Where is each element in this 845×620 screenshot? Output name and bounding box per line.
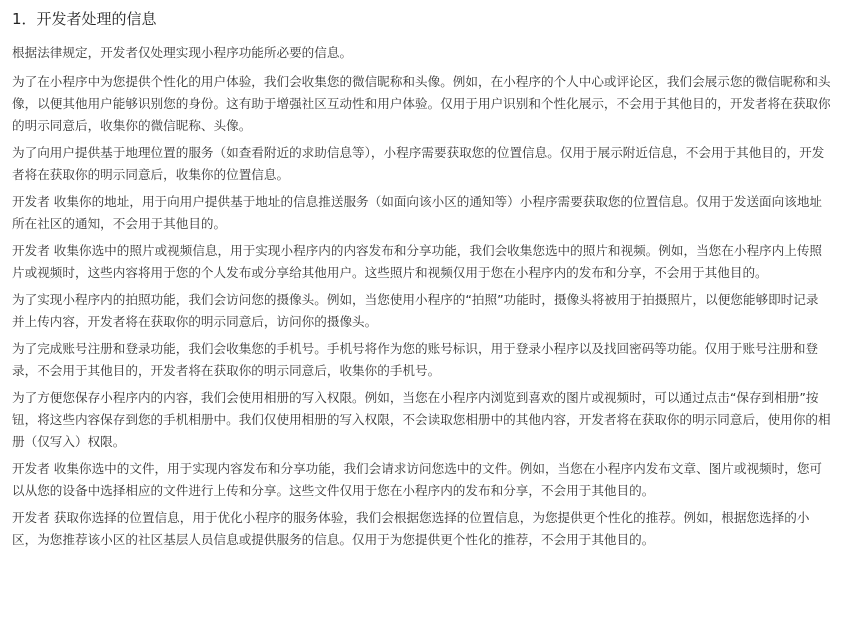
section-title: 1．开发者处理的信息 (12, 10, 157, 28)
paragraph-nickname-avatar: 为了在小程序中为您提供个性化的用户体验，我们会收集您的微信昵称和头像。例如，在小程序的个人中心或评论区，我们会展示您的微信昵称和头像，以便其他用户能够识别您的身份。这有助于增强社区互动性和用户体验。仅用于用户识别和个性化展示，不会用于其他目的，开发者将在获取你的明示同意后，收集你的微信昵称、头像。 (12, 74, 831, 133)
paragraph-photos-videos: 开发者 收集你选中的照片或视频信息，用于实现小程序内的内容发布和分享功能，我们会收集您选中的照片和视频。例如，当您在小程序内上传照片或视频时，这些内容将用于您的个人发布或分享给其他用户。这些照片和视频仅用于您在小程序内的发布和分享，不会用于其他目的。 (12, 243, 823, 280)
paragraph-album-write: 为了方便您保存小程序内的内容，我们会使用相册的写入权限。例如，当您在小程序内浏览到喜欢的图片或视频时，可以通过点击“保存到相册”按钮，将这些内容保存到您的手机相册中。我们仅使用相册的写入权限，不会读取您相册中的其他内容，开发者将在获取你的明示同意后，使用你的相册（仅写入）权限。 (12, 390, 831, 449)
paragraph-address: 开发者 收集你的地址，用于向用户提供基于地址的信息推送服务（如面向该小区的通知等）小程序需要获取您的位置信息。仅用于发送面向该地址所在社区的通知，不会用于其他目的。 (12, 194, 823, 231)
paragraph-phone-number: 为了完成账号注册和登录功能，我们会收集您的手机号。手机号将作为您的账号标识，用于登录小程序以及找回密码等功能。仅用于账号注册和登录，不会用于其他目的，开发者将在获取你的明示同意后，收集你的手机号。 (12, 341, 818, 378)
paragraph-legal-basis: 根据法律规定，开发者仅处理实现小程序功能所必要的信息。 (12, 45, 353, 60)
paragraph-selected-location: 开发者 获取你选择的位置信息，用于优化小程序的服务体验，我们会根据您选择的位置信息，为您提供更个性化的推荐。例如，根据您选择的小区，为您推荐该小区的社区基层人员信息或提供服务的信息。仅用于为您提供更个性化的推荐，不会用于其他目的。 (12, 510, 810, 547)
paragraph-location: 为了向用户提供基于地理位置的服务（如查看附近的求助信息等），小程序需要获取您的位置信息。仅用于展示附近信息，不会用于其他目的，开发者将在获取你的明示同意后，收集你的位置信息。 (12, 145, 825, 182)
paragraph-files: 开发者 收集你选中的文件，用于实现内容发布和分享功能，我们会请求访问您选中的文件。例如，当您在小程序内发布文章、图片或视频时，您可以从您的设备中选择相应的文件进行上传和分享。这些文件仅用于您在小程序内的发布和分享，不会用于其他目的。 (12, 461, 823, 498)
paragraph-camera: 为了实现小程序内的拍照功能，我们会访问您的摄像头。例如，当您使用小程序的“拍照”功能时，摄像头将被用于拍摄照片，以便您能够即时记录并上传内容，开发者将在获取你的明示同意后，访问你的摄像头。 (12, 292, 819, 329)
